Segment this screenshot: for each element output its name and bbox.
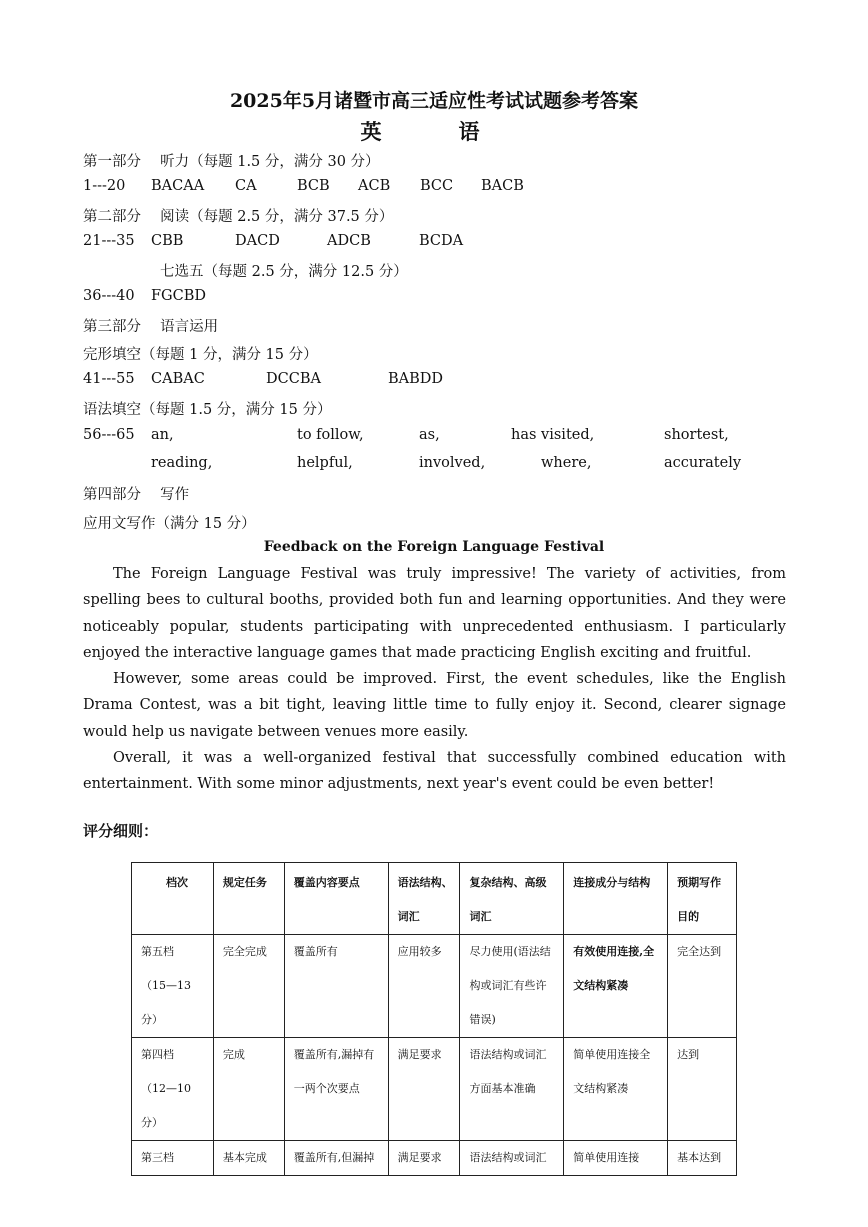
linking-cell: 简单使用连接全文结构紧凑 [564,1038,668,1141]
part2-answer-group: CBB [151,233,184,249]
essay-paragraph: The Foreign Language Festival was truly impressive! The variety of activities, from spelling bees to cultural booths, provided both fun and learning opportunities. And they were noticeably popular, students participating with unprecedented enthusiasm. I particularly enjoyed the interactive language games that made practicing English exciting and fruitful. [83,566,786,661]
writing-task-heading: 应用文写作（满分 15 分） [83,516,256,532]
purpose-cell: 达到 [668,1038,737,1141]
cloze-answer-group: CABAC [151,371,205,387]
rubric-header-row [132,863,737,935]
subject-title: 英 语 [360,119,508,144]
grammar-cell: 满足要求 [388,1038,460,1141]
table-row [132,935,737,1038]
essay-paragraph: Overall, it was a well-organized festival that successfully combined education with entertainment. With some minor adjustments, next year's event could be even better! [83,750,786,793]
grade-label: 第四档 [141,1048,174,1061]
grade-score: （15—13 分） [141,979,191,1026]
column-header: 语法结构、词汇 [388,863,460,935]
part1-answer-group: BACB [481,178,524,194]
part2-range2: 36---40 [83,288,135,304]
table-row [132,1141,737,1176]
part1-answer-group: ACB [358,178,391,194]
linking-cell: 简单使用连接 [564,1141,668,1176]
rubric-heading: 评分细则： [83,822,159,840]
cloze-heading: 完形填空（每题 1 分，满分 15 分） [83,347,318,363]
grade-cell [132,935,214,1038]
purpose-cell: 基本达到 [668,1141,737,1176]
grammar-answer: accurately [664,455,742,471]
part2-range: 21---35 [83,233,135,249]
column-header: 复杂结构、高级词汇 [460,863,564,935]
grammar-answer: has visited, [511,427,595,443]
column-header: 档次 [132,863,214,935]
part1-range: 1---20 [83,178,126,194]
content-cell: 覆盖所有 [284,935,388,1038]
grade-label: 第五档 [141,945,174,958]
content-cell: 覆盖所有,但漏掉 [284,1141,388,1176]
part2-answer-group: ADCB [327,233,371,249]
essay-paragraph: However, some areas could be improved. First, the event schedules, like the English Drama Contest, was a bit tight, leaving little time to fully enjoy it. Second, clearer signage would help us navigate between venues more easily. [83,671,786,740]
column-header: 覆盖内容要点 [284,863,388,935]
part1-answer-group: BACAA [151,178,205,194]
grammar-cell: 应用较多 [388,935,460,1038]
column-header: 预期写作目的 [668,863,737,935]
complex-cell: 语法结构或词汇 [460,1141,564,1176]
essay-title: Feedback on the Foreign Language Festival [263,539,605,555]
grade-cell: 第三档 [132,1141,214,1176]
complex-cell: 尽力使用(语法结构或词汇有些许错误) [460,935,564,1038]
column-header: 规定任务 [213,863,284,935]
part4-heading: 第四部分 写作 [83,487,190,503]
grammar-answer: shortest, [664,427,729,443]
part2-heading: 第二部分 阅读（每题 2.5 分，满分 37.5 分） [83,209,394,225]
part1-answer-group: BCC [420,178,454,194]
part1-answer-group: CA [235,178,257,194]
rubric-table [131,862,737,1176]
document-title: 2025年5月诸暨市高三适应性考试试题参考答案 [229,90,639,112]
grade-score: （12—10 分） [141,1082,191,1129]
grammar-answer: to follow, [297,427,364,443]
part2-answer-group: FGCBD [151,288,207,304]
part3-heading: 第三部分 语言运用 [83,319,219,335]
grammar-answer: as, [419,427,440,443]
purpose-cell: 完全达到 [668,935,737,1038]
column-header: 连接成分与结构 [564,863,668,935]
grammar-answer: an, [151,427,174,443]
task-cell: 完成 [213,1038,284,1141]
grammar-heading: 语法填空（每题 1.5 分，满分 15 分） [83,402,332,418]
table-row [132,1038,737,1141]
content-cell: 覆盖所有,漏掉有一两个次要点 [284,1038,388,1141]
cloze-answer-group: BABDD [388,371,444,387]
seven-choose-five-heading: 七选五（每题 2.5 分，满分 12.5 分） [160,264,408,280]
task-cell: 基本完成 [213,1141,284,1176]
part1-answer-group: BCB [297,178,330,194]
linking-cell: 有效使用连接,全文结构紧凑 [564,935,668,1038]
grammar-answer: involved, [419,455,486,471]
grammar-cell: 满足要求 [388,1141,460,1176]
complex-cell: 语法结构或词汇方面基本准确 [460,1038,564,1141]
cloze-answer-group: DCCBA [266,371,321,387]
part2-answer-group: BCDA [419,233,464,249]
task-cell: 完全完成 [213,935,284,1038]
grammar-answer: where, [541,455,592,471]
cloze-range: 41---55 [83,371,135,387]
grade-cell [132,1038,214,1141]
part2-answer-group: DACD [235,233,280,249]
grammar-answer: reading, [151,455,213,471]
part1-heading: 第一部分 听力（每题 1.5 分，满分 30 分） [83,154,380,170]
grammar-range: 56---65 [83,427,135,443]
grammar-answer: helpful, [297,455,353,471]
